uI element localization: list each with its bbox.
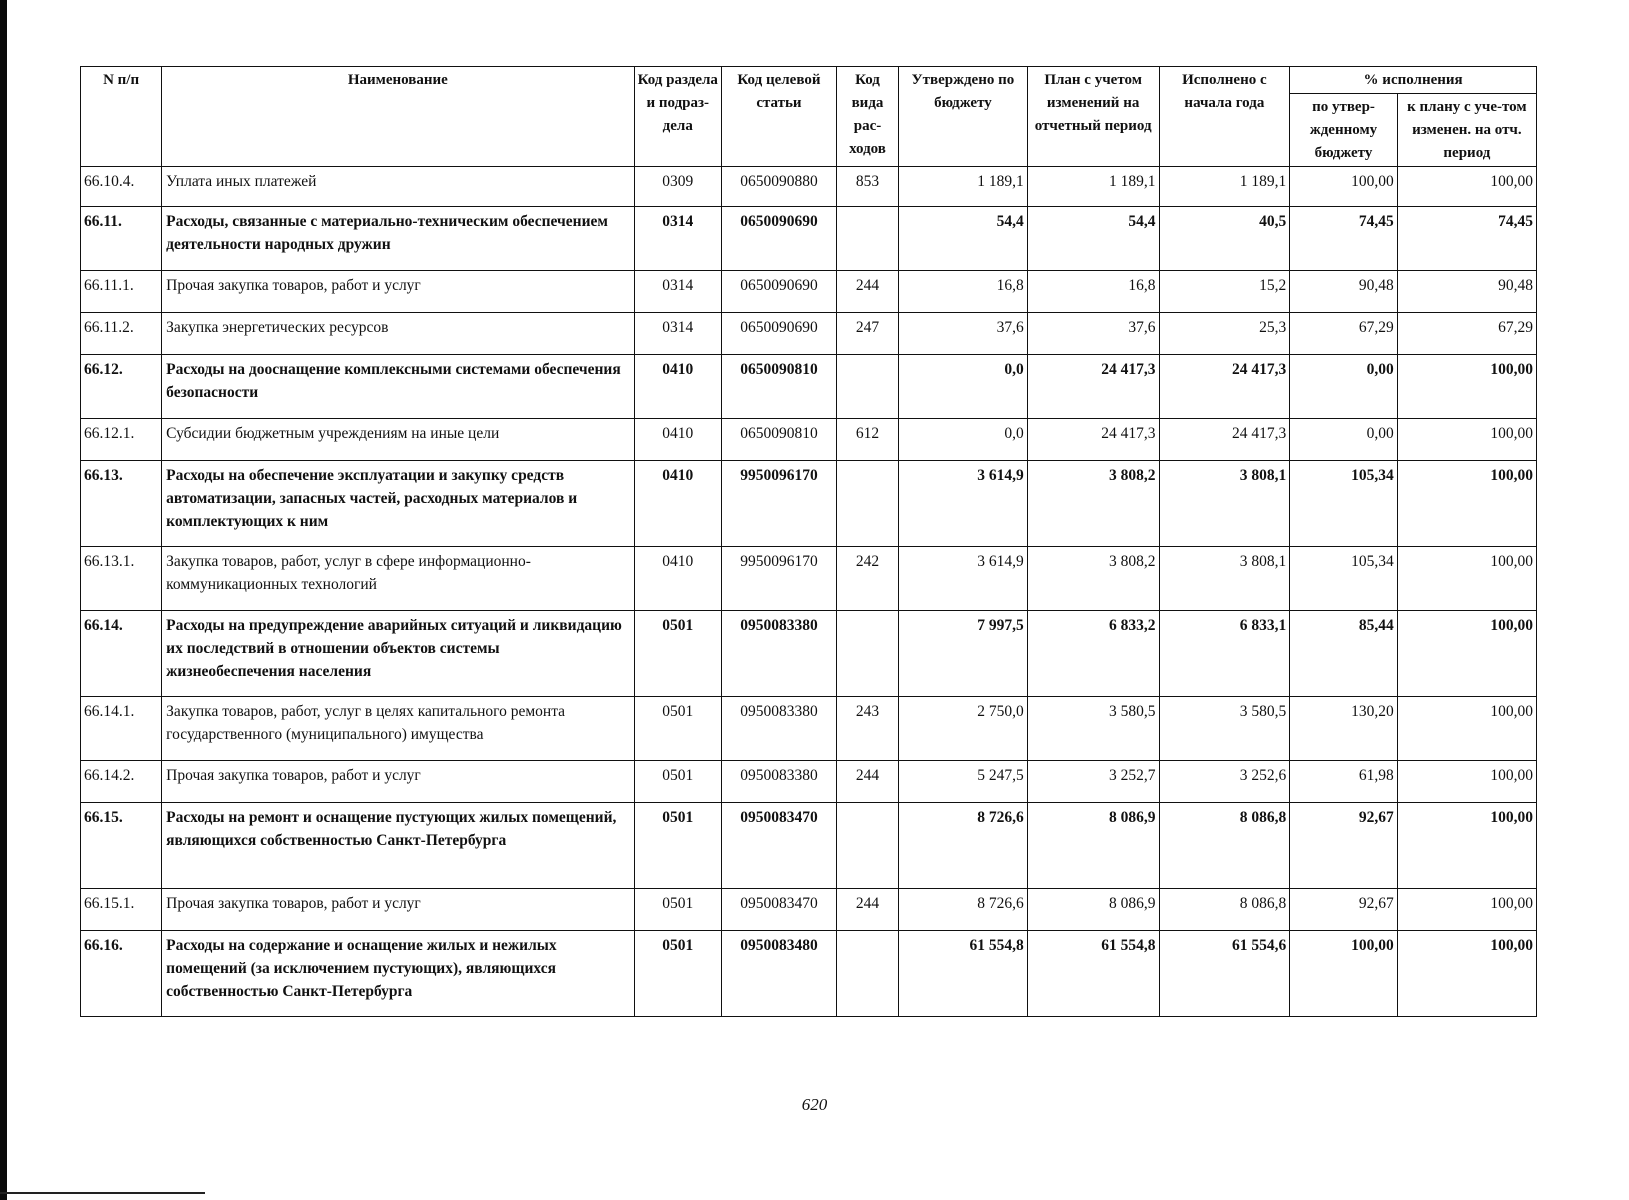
row-section-code: 0501 <box>634 761 722 803</box>
row-plan: 3 580,5 <box>1027 697 1159 761</box>
row-target-code: 0950083380 <box>722 697 837 761</box>
row-pct-plan: 100,00 <box>1397 761 1536 803</box>
row-target-code: 0650090810 <box>722 419 837 461</box>
row-done: 3 580,5 <box>1159 697 1290 761</box>
row-kind-code: 244 <box>836 889 898 931</box>
row-number: 66.16. <box>81 931 162 1017</box>
row-kind-code <box>836 461 898 547</box>
row-kind-code <box>836 931 898 1017</box>
scan-rule <box>0 1192 205 1194</box>
row-pct-plan: 100,00 <box>1397 167 1536 207</box>
table-row <box>81 931 1537 1017</box>
row-plan: 16,8 <box>1027 271 1159 313</box>
budget-table <box>80 66 1537 1017</box>
header-pct-group: % исполнения <box>1290 67 1537 94</box>
row-done: 1 189,1 <box>1159 167 1290 207</box>
row-number: 66.15.1. <box>81 889 162 931</box>
row-approved: 16,8 <box>899 271 1028 313</box>
row-kind-code: 243 <box>836 697 898 761</box>
header-done: Исполнено с начала года <box>1159 67 1290 167</box>
row-pct-budget: 90,48 <box>1290 271 1398 313</box>
header-name: Наименование <box>162 67 634 167</box>
table-row <box>81 355 1537 419</box>
row-target-code: 0950083470 <box>722 889 837 931</box>
row-name: Расходы на обеспечение эксплуатации и закупку средств автоматизации, запасных частей, расходных материалов и комплектующих к ним <box>162 461 634 547</box>
row-plan: 24 417,3 <box>1027 419 1159 461</box>
scan-edge <box>0 0 7 1200</box>
table-row <box>81 761 1537 803</box>
row-pct-plan: 100,00 <box>1397 461 1536 547</box>
row-approved: 8 726,6 <box>899 803 1028 889</box>
header-plan: План с учетом изменений на отчетный период <box>1027 67 1159 167</box>
row-pct-budget: 105,34 <box>1290 461 1398 547</box>
row-target-code: 0650090880 <box>722 167 837 207</box>
row-pct-budget: 92,67 <box>1290 889 1398 931</box>
header-section-code: Код раздела и подраз-дела <box>634 67 722 167</box>
row-pct-budget: 92,67 <box>1290 803 1398 889</box>
row-target-code: 0650090810 <box>722 355 837 419</box>
row-section-code: 0501 <box>634 931 722 1017</box>
row-target-code: 0950083470 <box>722 803 837 889</box>
row-approved: 3 614,9 <box>899 547 1028 611</box>
row-approved: 54,4 <box>899 207 1028 271</box>
row-plan: 61 554,8 <box>1027 931 1159 1017</box>
row-name: Прочая закупка товаров, работ и услуг <box>162 889 634 931</box>
row-section-code: 0410 <box>634 461 722 547</box>
row-done: 24 417,3 <box>1159 419 1290 461</box>
row-name: Закупка товаров, работ, услуг в целях капитального ремонта государственного (муниципального) имущества <box>162 697 634 761</box>
row-section-code: 0314 <box>634 271 722 313</box>
row-section-code: 0410 <box>634 419 722 461</box>
row-plan: 37,6 <box>1027 313 1159 355</box>
row-number: 66.12.1. <box>81 419 162 461</box>
row-target-code: 0650090690 <box>722 271 837 313</box>
row-section-code: 0410 <box>634 547 722 611</box>
header-approved: Утверждено по бюджету <box>899 67 1028 167</box>
row-kind-code <box>836 355 898 419</box>
row-approved: 8 726,6 <box>899 889 1028 931</box>
row-target-code: 0650090690 <box>722 313 837 355</box>
row-name: Расходы на дооснащение комплексными системами обеспечения безопасности <box>162 355 634 419</box>
row-name: Расходы, связанные с материально-техническим обеспечением деятельности народных дружин <box>162 207 634 271</box>
row-pct-budget: 74,45 <box>1290 207 1398 271</box>
row-pct-budget: 85,44 <box>1290 611 1398 697</box>
row-kind-code: 853 <box>836 167 898 207</box>
row-done: 6 833,1 <box>1159 611 1290 697</box>
table-row <box>81 803 1537 889</box>
row-pct-budget: 61,98 <box>1290 761 1398 803</box>
row-section-code: 0501 <box>634 889 722 931</box>
row-done: 8 086,8 <box>1159 803 1290 889</box>
row-plan: 24 417,3 <box>1027 355 1159 419</box>
row-name: Расходы на предупреждение аварийных ситуаций и ликвидацию их последствий в отношении объектов системы жизнеобеспечения населения <box>162 611 634 697</box>
row-approved: 5 247,5 <box>899 761 1028 803</box>
row-pct-plan: 100,00 <box>1397 931 1536 1017</box>
row-pct-budget: 0,00 <box>1290 419 1398 461</box>
row-kind-code <box>836 207 898 271</box>
row-pct-budget: 0,00 <box>1290 355 1398 419</box>
row-done: 40,5 <box>1159 207 1290 271</box>
row-done: 24 417,3 <box>1159 355 1290 419</box>
row-kind-code: 242 <box>836 547 898 611</box>
row-number: 66.14.1. <box>81 697 162 761</box>
row-plan: 8 086,9 <box>1027 803 1159 889</box>
row-done: 3 808,1 <box>1159 547 1290 611</box>
row-number: 66.11. <box>81 207 162 271</box>
row-number: 66.11.1. <box>81 271 162 313</box>
row-number: 66.10.4. <box>81 167 162 207</box>
row-approved: 7 997,5 <box>899 611 1028 697</box>
row-pct-plan: 100,00 <box>1397 697 1536 761</box>
row-number: 66.14.2. <box>81 761 162 803</box>
row-target-code: 0950083480 <box>722 931 837 1017</box>
row-pct-budget: 105,34 <box>1290 547 1398 611</box>
header-pct-budget: по утвер-жденному бюджету <box>1290 94 1398 167</box>
row-pct-plan: 100,00 <box>1397 547 1536 611</box>
row-approved: 0,0 <box>899 419 1028 461</box>
row-pct-plan: 90,48 <box>1397 271 1536 313</box>
row-done: 3 808,1 <box>1159 461 1290 547</box>
row-approved: 2 750,0 <box>899 697 1028 761</box>
row-section-code: 0501 <box>634 803 722 889</box>
row-done: 15,2 <box>1159 271 1290 313</box>
row-section-code: 0314 <box>634 207 722 271</box>
row-number: 66.12. <box>81 355 162 419</box>
page-number: 620 <box>801 1095 828 1114</box>
row-plan: 3 808,2 <box>1027 461 1159 547</box>
row-kind-code: 244 <box>836 271 898 313</box>
table-row <box>81 167 1537 207</box>
row-target-code: 9950096170 <box>722 547 837 611</box>
row-approved: 37,6 <box>899 313 1028 355</box>
row-pct-plan: 100,00 <box>1397 803 1536 889</box>
row-name: Расходы на ремонт и оснащение пустующих жилых помещений, являющихся собственностью Санкт-Петербурга <box>162 803 634 889</box>
table-row <box>81 207 1537 271</box>
row-pct-budget: 100,00 <box>1290 167 1398 207</box>
row-section-code: 0314 <box>634 313 722 355</box>
row-section-code: 0309 <box>634 167 722 207</box>
row-pct-plan: 100,00 <box>1397 355 1536 419</box>
row-plan: 8 086,9 <box>1027 889 1159 931</box>
row-plan: 3 808,2 <box>1027 547 1159 611</box>
row-plan: 1 189,1 <box>1027 167 1159 207</box>
row-kind-code: 244 <box>836 761 898 803</box>
row-number: 66.14. <box>81 611 162 697</box>
row-section-code: 0410 <box>634 355 722 419</box>
row-done: 3 252,6 <box>1159 761 1290 803</box>
table-row <box>81 611 1537 697</box>
header-num: N п/п <box>81 67 162 167</box>
row-name: Расходы на содержание и оснащение жилых и нежилых помещений (за исключением пустующих), являющихся собственностью Санкт-Петербурга <box>162 931 634 1017</box>
row-number: 66.13.1. <box>81 547 162 611</box>
row-plan: 6 833,2 <box>1027 611 1159 697</box>
row-kind-code: 612 <box>836 419 898 461</box>
row-pct-budget: 130,20 <box>1290 697 1398 761</box>
row-pct-budget: 67,29 <box>1290 313 1398 355</box>
row-number: 66.15. <box>81 803 162 889</box>
table-row <box>81 271 1537 313</box>
table-row <box>81 461 1537 547</box>
row-approved: 3 614,9 <box>899 461 1028 547</box>
table-row <box>81 313 1537 355</box>
row-name: Прочая закупка товаров, работ и услуг <box>162 761 634 803</box>
header-pct-plan: к плану с уче-том изменен. на отч. период <box>1397 94 1536 167</box>
row-pct-plan: 74,45 <box>1397 207 1536 271</box>
row-name: Закупка энергетических ресурсов <box>162 313 634 355</box>
row-number: 66.13. <box>81 461 162 547</box>
header-kind-code: Код вида рас-ходов <box>836 67 898 167</box>
row-kind-code <box>836 611 898 697</box>
row-section-code: 0501 <box>634 697 722 761</box>
row-done: 25,3 <box>1159 313 1290 355</box>
table-row <box>81 697 1537 761</box>
table-row <box>81 547 1537 611</box>
row-target-code: 0950083380 <box>722 611 837 697</box>
row-done: 8 086,8 <box>1159 889 1290 931</box>
row-done: 61 554,6 <box>1159 931 1290 1017</box>
row-section-code: 0501 <box>634 611 722 697</box>
row-plan: 3 252,7 <box>1027 761 1159 803</box>
row-name: Субсидии бюджетным учреждениям на иные цели <box>162 419 634 461</box>
table-row <box>81 419 1537 461</box>
row-name: Закупка товаров, работ, услуг в сфере информационно-коммуникационных технологий <box>162 547 634 611</box>
table-row <box>81 889 1537 931</box>
row-name: Уплата иных платежей <box>162 167 634 207</box>
row-target-code: 0650090690 <box>722 207 837 271</box>
row-number: 66.11.2. <box>81 313 162 355</box>
table-body <box>81 167 1537 1017</box>
row-pct-budget: 100,00 <box>1290 931 1398 1017</box>
row-approved: 0,0 <box>899 355 1028 419</box>
row-approved: 1 189,1 <box>899 167 1028 207</box>
row-plan: 54,4 <box>1027 207 1159 271</box>
row-kind-code: 247 <box>836 313 898 355</box>
row-approved: 61 554,8 <box>899 931 1028 1017</box>
row-pct-plan: 100,00 <box>1397 611 1536 697</box>
row-pct-plan: 100,00 <box>1397 889 1536 931</box>
row-target-code: 9950096170 <box>722 461 837 547</box>
row-pct-plan: 67,29 <box>1397 313 1536 355</box>
row-target-code: 0950083380 <box>722 761 837 803</box>
row-pct-plan: 100,00 <box>1397 419 1536 461</box>
row-name: Прочая закупка товаров, работ и услуг <box>162 271 634 313</box>
row-kind-code <box>836 803 898 889</box>
header-target-code: Код целевой статьи <box>722 67 837 167</box>
